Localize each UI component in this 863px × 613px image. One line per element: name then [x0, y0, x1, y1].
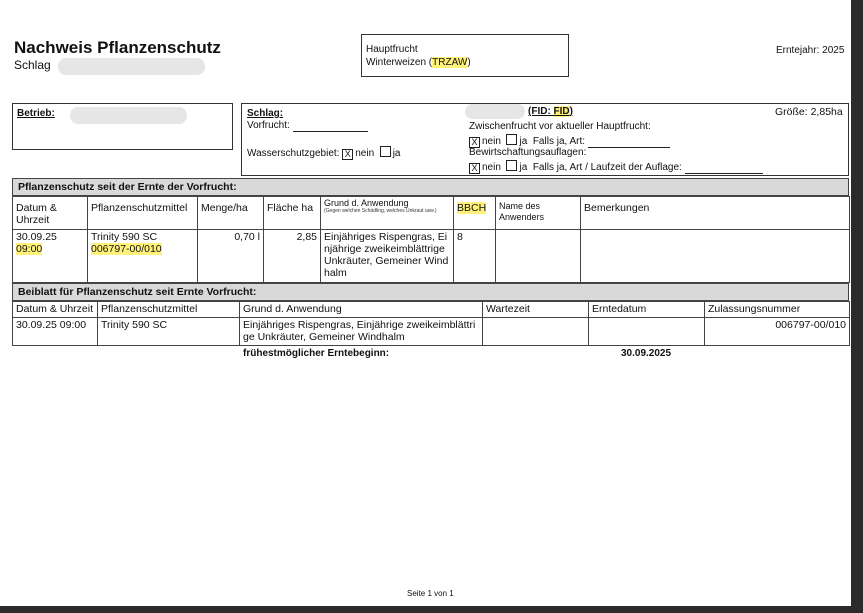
row-grund: Einjähriges Rispengras, Einjährige zweikeimblättrige Unkräuter, Gemeiner Windhalm — [321, 230, 454, 283]
wasserschutz-row: Wasserschutzgebiet: X nein ja — [247, 148, 401, 159]
ernte-label: frühestmöglicher Erntebeginn: — [243, 348, 390, 359]
row-mittel: Trinity 590 SC 006797-00/010 — [88, 230, 198, 283]
zwischenfrucht-label: Zwischenfrucht vor aktueller Hauptfrucht: — [469, 121, 651, 132]
wasserschutz-ja-checkbox[interactable] — [380, 146, 391, 157]
row2-zulassung: 006797-00/010 — [705, 318, 850, 346]
redacted-betrieb-name — [70, 107, 187, 124]
viewer-frame-right — [851, 0, 863, 613]
col2-mittel: Pflanzenschutzmittel — [98, 302, 240, 318]
hauptfrucht-label: Hauptfrucht — [366, 44, 418, 55]
col-anwender: Name des Anwenders — [496, 197, 581, 230]
section1-header-row — [13, 197, 850, 230]
table-row — [13, 318, 850, 346]
page-number: Seite 1 von 1 — [407, 589, 454, 598]
groesse: Größe: 2,85ha — [775, 106, 843, 118]
section2-table — [12, 301, 850, 346]
col-mittel: Pflanzenschutzmittel — [88, 197, 198, 230]
row-datum: 30.09.25 09:00 — [13, 230, 88, 283]
schlag-label: Schlag — [14, 58, 51, 72]
col-flaeche: Fläche ha — [264, 197, 321, 230]
ernte-value: 30.09.2025 — [621, 348, 672, 359]
bewirtschaftung-ja-checkbox[interactable] — [506, 160, 517, 171]
col2-wartezeit: Wartezeit — [483, 302, 589, 318]
col-datum: Datum & Uhrzeit — [13, 197, 88, 230]
zwischenfrucht-ja-checkbox[interactable] — [506, 134, 517, 145]
erntejahr: Erntejahr: 2025 — [776, 45, 845, 56]
row-bbch: 8 — [454, 230, 496, 283]
hauptfrucht-box — [361, 34, 569, 77]
bewirtschaftung-nein-checkbox[interactable]: X — [469, 163, 480, 174]
viewer-frame-bottom — [0, 606, 863, 613]
section1-title: Pflanzenschutz seit der Ernte der Vorfrucht: — [12, 178, 849, 196]
row2-mittel: Trinity 590 SC — [98, 318, 240, 346]
schlag-box-label: Schlag: — [247, 108, 284, 119]
redacted-schlag-id — [465, 104, 525, 119]
col2-erntedatum: Erntedatum — [589, 302, 705, 318]
hauptfrucht-value: Winterweizen (TRZAW) — [366, 57, 471, 68]
row2-grund: Einjähriges Rispengras, Einjährige zweikeimblättrige Unkräuter, Gemeiner Windhalm — [240, 318, 483, 346]
wasserschutz-nein-checkbox[interactable]: X — [342, 149, 353, 160]
row-bemerkungen — [581, 230, 850, 283]
redacted-schlag-name — [58, 58, 205, 75]
row-flaeche: 2,85 — [264, 230, 321, 283]
betrieb-label: Betrieb: — [17, 108, 55, 119]
col2-grund: Grund d. Anwendung — [240, 302, 483, 318]
col-bbch: BBCH — [454, 197, 496, 230]
section1-table — [12, 196, 850, 283]
col-grund: Grund d. Anwendung (Gegen welchen Schädling, welches Unkraut usw.) — [321, 197, 454, 230]
row2-datum: 30.09.25 09:00 — [13, 318, 98, 346]
page-title: Nachweis Pflanzenschutz — [14, 38, 221, 57]
zwischenfrucht-row: X nein ja Falls ja, Art: — [469, 134, 670, 148]
table-row — [13, 230, 850, 283]
fid: (FID: FID) — [528, 106, 573, 117]
row-menge: 0,70 l — [198, 230, 264, 283]
vorfrucht-label: Vorfrucht: — [247, 120, 368, 132]
col-bemerkungen: Bemerkungen — [581, 197, 850, 230]
bewirtschaftung-label: Bewirtschaftungsauflagen: — [469, 147, 587, 158]
row2-wartezeit — [483, 318, 589, 346]
bewirtschaftung-row: X nein ja Falls ja, Art / Laufzeit der Auflage: — [469, 160, 763, 174]
row-anwender — [496, 230, 581, 283]
col2-datum: Datum & Uhrzeit — [13, 302, 98, 318]
zwischenfrucht-nein-checkbox[interactable]: X — [469, 137, 480, 148]
row2-erntedatum — [589, 318, 705, 346]
section2-title: Beiblatt für Pflanzenschutz seit Ernte Vorfrucht: — [12, 283, 849, 301]
section2-header-row — [13, 302, 850, 318]
col-menge: Menge/ha — [198, 197, 264, 230]
col2-zulassung: Zulassungsnummer — [705, 302, 850, 318]
